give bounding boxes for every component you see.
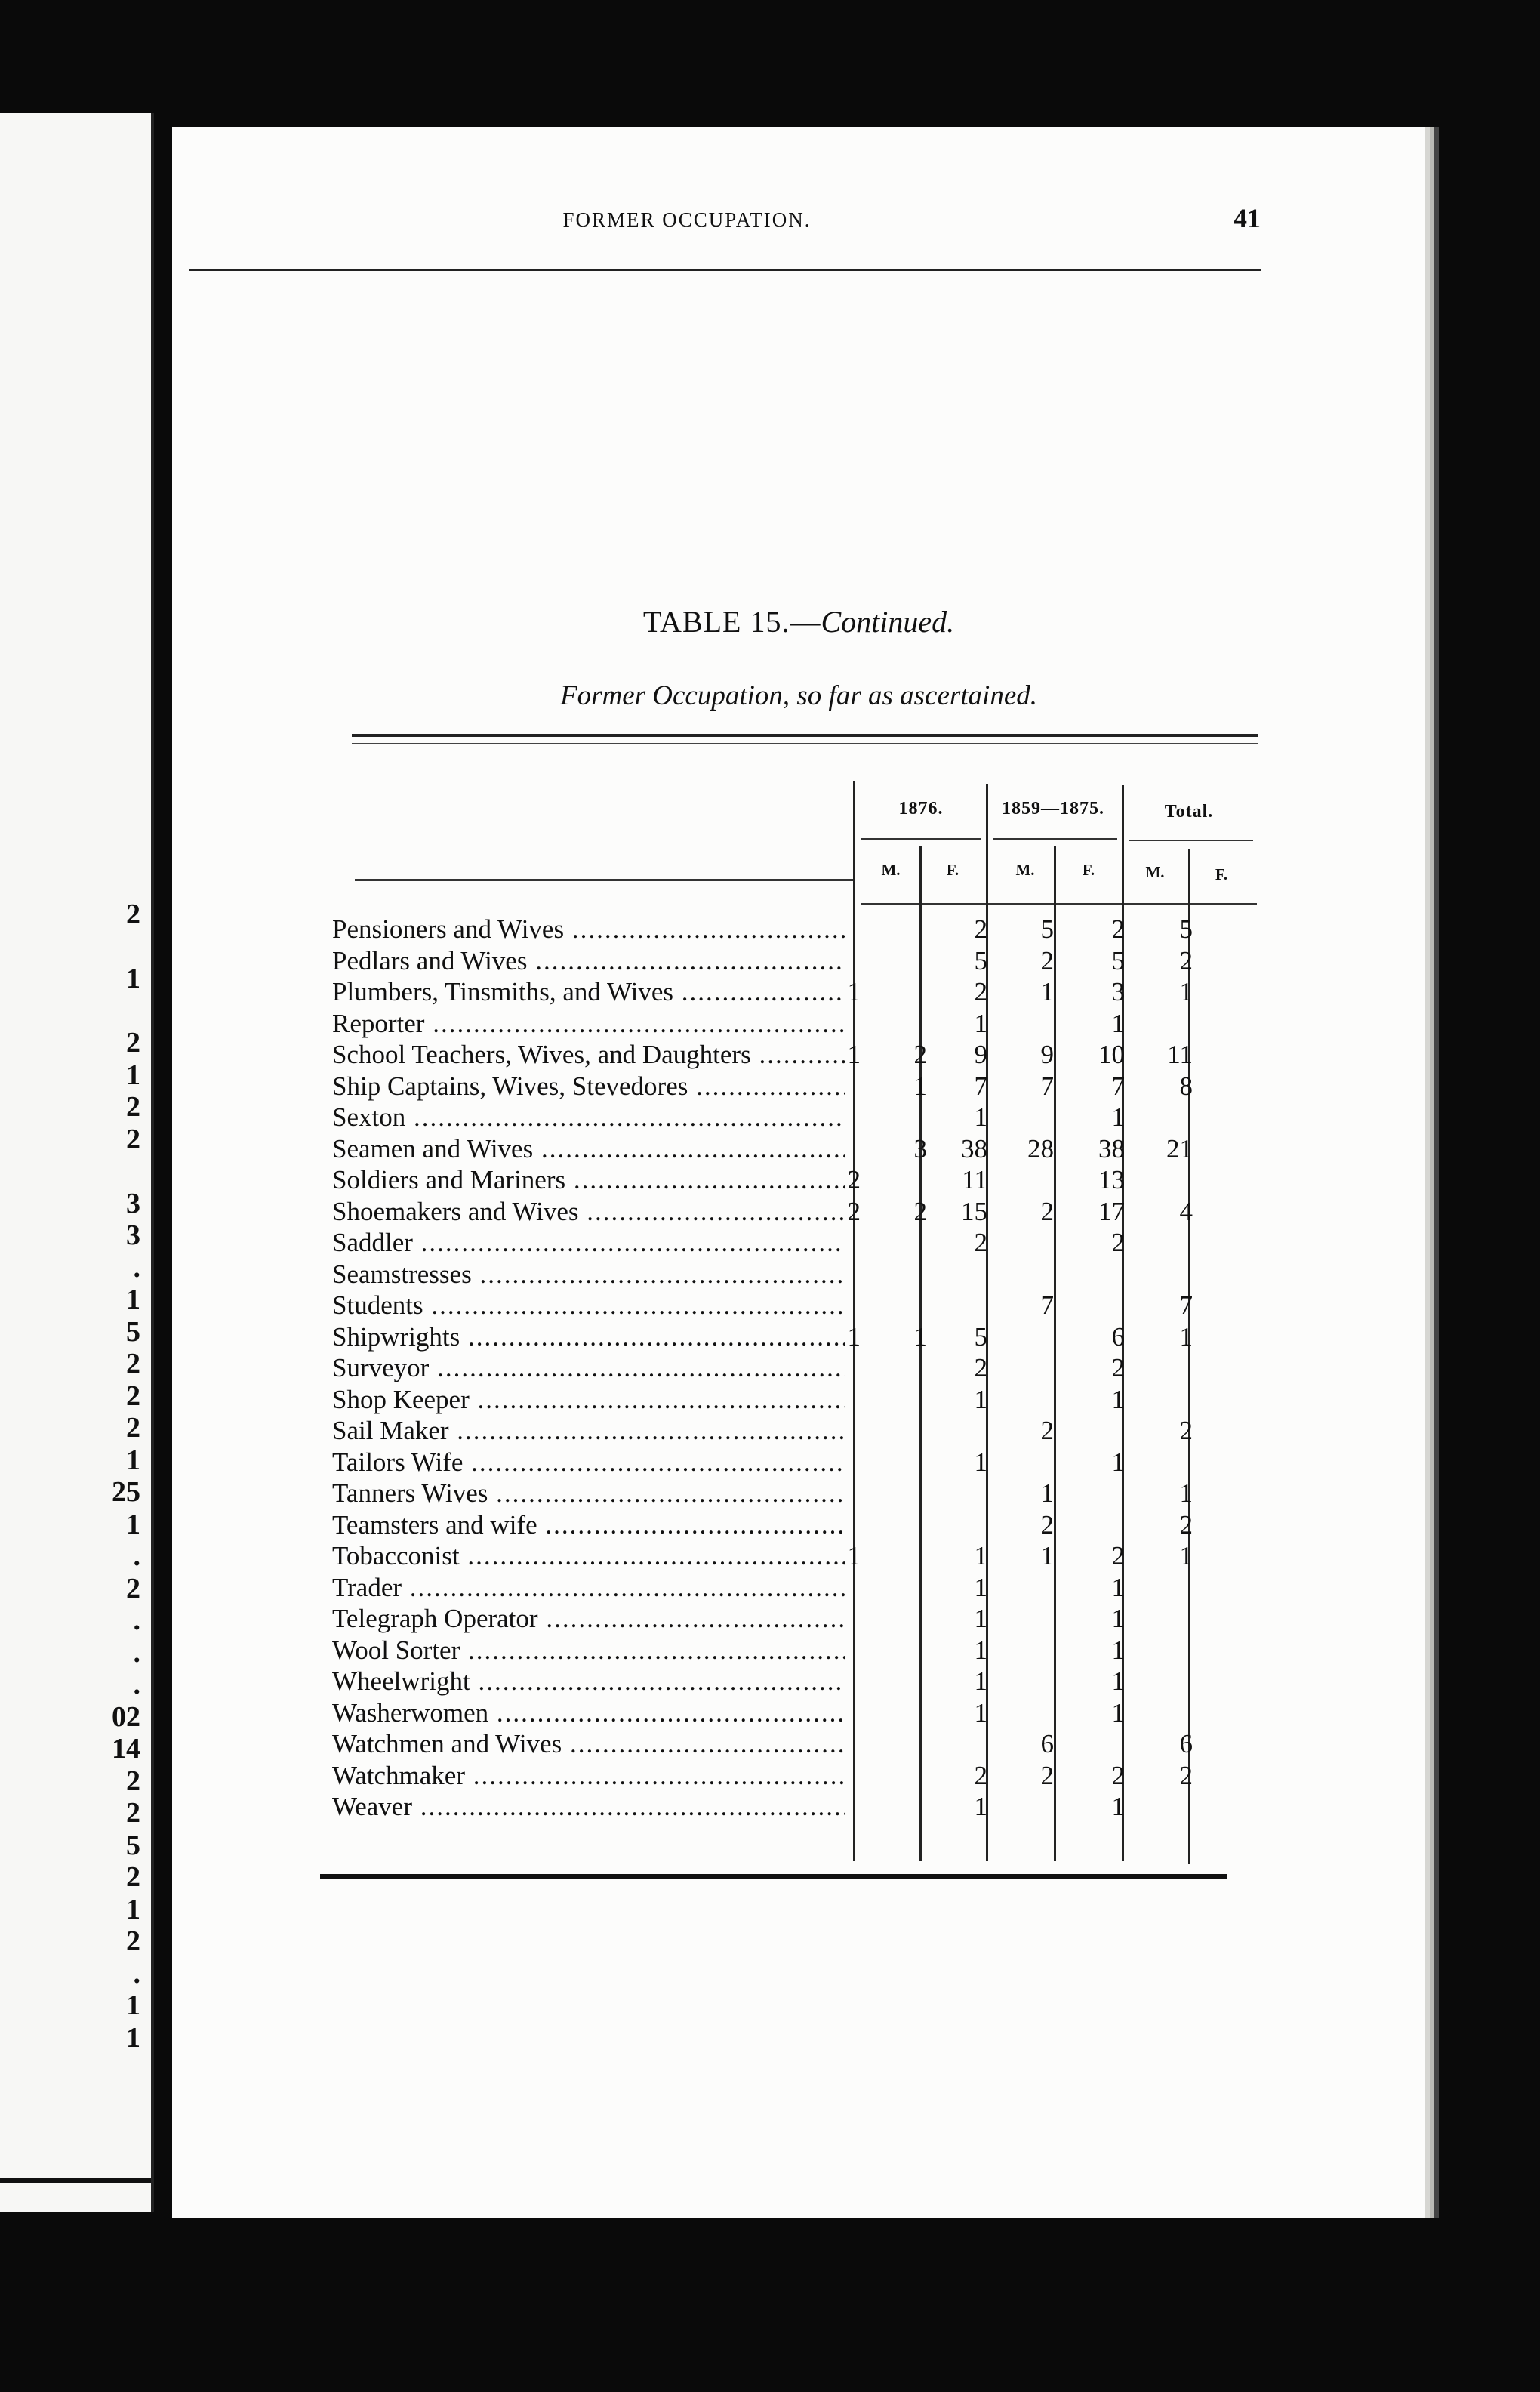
table-title-continued: Continued. [821, 605, 955, 639]
cell-total-f: 8 [1179, 1071, 1193, 1101]
cell-1876-f [867, 1164, 927, 1196]
row-label: Wool Sorter ..... [332, 1635, 845, 1666]
cell-1876-m: 1 [847, 1541, 861, 1571]
cell-total-m [1064, 1478, 1125, 1509]
row-label: Tanners Wives ..... [332, 1478, 845, 1509]
cell-1876-m [800, 1133, 861, 1165]
cell-1859-f [993, 1321, 1054, 1353]
cell-total-m: 1 [1111, 1447, 1125, 1477]
cell-1859-f [993, 1666, 1054, 1697]
table-row [332, 976, 1261, 1008]
cell-1859-m [927, 1259, 987, 1290]
cell-1876-m [800, 1697, 861, 1729]
facing-page-digit [72, 931, 140, 963]
cell-1876-f: 2 [913, 1196, 927, 1226]
cell-1859-f: 2 [1040, 1416, 1054, 1445]
cell-1876-f [867, 914, 927, 945]
cell-1859-f: 7 [1040, 1290, 1054, 1320]
table-row [332, 1572, 1261, 1604]
table-row [332, 1133, 1261, 1165]
column-group-total: Total. [1164, 802, 1214, 821]
table-row [332, 1352, 1261, 1384]
cell-1876-m [800, 1008, 861, 1040]
cell-1876-f: 1 [913, 1321, 927, 1352]
table-row [332, 1164, 1261, 1196]
running-head-rule [189, 269, 1261, 271]
cell-1859-m: 1 [974, 1008, 987, 1038]
cell-total-m: 2 [1111, 914, 1125, 944]
cell-1859-f: 1 [1040, 1541, 1054, 1571]
facing-page-digit: 2 [126, 1348, 140, 1379]
row-label: Tobacconist ..... [332, 1540, 845, 1572]
facing-page-digit: 1 [126, 1444, 140, 1476]
row-label: Shipwrights ..... [332, 1321, 845, 1353]
table-row [332, 1540, 1261, 1572]
table-top-rule-thin [352, 743, 1258, 744]
table-row [332, 1603, 1261, 1635]
row-label: Pensioners and Wives ..... [332, 914, 845, 945]
cell-1876-m: 1 [847, 1321, 861, 1352]
group-rule-total [1129, 840, 1253, 841]
cell-total-m: 10 [1098, 1040, 1125, 1069]
cell-1859-m: 1 [974, 1102, 987, 1132]
cell-1859-f: 2 [1040, 1509, 1054, 1540]
cell-1859-f: 2 [1040, 945, 1054, 976]
cell-total-m: 1 [1111, 1792, 1125, 1821]
cell-total-f [1132, 1227, 1193, 1259]
cell-1859-f: 6 [1040, 1729, 1054, 1759]
cell-total-m [1064, 1509, 1125, 1541]
table-row [332, 1071, 1261, 1102]
cell-1876-f [867, 1509, 927, 1541]
row-label: Surveyor ..... [332, 1352, 845, 1384]
facing-page-digit: . [133, 1957, 140, 1990]
cell-total-m: 3 [1111, 977, 1125, 1006]
cell-1876-f [867, 1635, 927, 1666]
cell-1876-m [800, 914, 861, 945]
table-row [332, 1478, 1261, 1509]
stub-header-rule [355, 879, 853, 881]
facing-page-digit: 3 [126, 1219, 140, 1251]
table-row [332, 1384, 1261, 1416]
cell-1859-f: 5 [1040, 914, 1054, 944]
cell-total-f [1132, 1572, 1193, 1604]
table-row [332, 1227, 1261, 1259]
cell-1876-m [800, 1572, 861, 1604]
cell-1859-f [993, 1572, 1054, 1604]
cell-total-f [1132, 1352, 1193, 1384]
cell-total-f: 2 [1179, 1416, 1193, 1445]
cell-total-m: 1 [1111, 1604, 1125, 1633]
cell-total-m: 1 [1111, 1102, 1125, 1132]
cell-1876-m [800, 1509, 861, 1541]
cell-total-m: 2 [1111, 1760, 1125, 1790]
facing-page-digit: 2 [126, 1379, 140, 1412]
cell-1876-f [867, 1478, 927, 1509]
cell-1876-m [800, 1227, 861, 1259]
cell-total-f [1132, 1447, 1193, 1478]
facing-page-rule [0, 2178, 151, 2183]
row-label: Teamsters and wife ..... [332, 1509, 845, 1541]
cell-1876-m [800, 1071, 861, 1102]
cell-1876-m [800, 1290, 861, 1321]
cell-1876-m [800, 1791, 861, 1823]
cell-total-m: 1 [1111, 1666, 1125, 1696]
cell-1876-f [867, 1603, 927, 1635]
cell-total-m: 17 [1098, 1196, 1125, 1226]
cell-1859-m: 5 [974, 1321, 987, 1352]
facing-page-digit: 1 [126, 2021, 140, 2054]
cell-1859-f [993, 1384, 1054, 1416]
group-rule-1876 [861, 838, 981, 840]
cell-1876-f: 1 [913, 1071, 927, 1101]
cell-1876-f [867, 1259, 927, 1290]
cell-1876-f: 3 [913, 1133, 927, 1164]
cell-1876-f [867, 1415, 927, 1447]
cell-1876-m [800, 1760, 861, 1792]
cell-1876-f [867, 1102, 927, 1133]
cell-1859-m: 1 [974, 1792, 987, 1821]
table-row [332, 1415, 1261, 1447]
cell-total-f [1132, 1164, 1193, 1196]
cell-1859-m [927, 1728, 987, 1760]
cell-1876-m [800, 1447, 861, 1478]
row-label: Students ..... [332, 1290, 845, 1321]
row-label: Sail Maker ..... [332, 1415, 845, 1447]
table-row [332, 1102, 1261, 1133]
cell-total-f [1132, 1635, 1193, 1666]
row-label: School Teachers, Wives, and Daughters ..... [332, 1039, 845, 1071]
column-group-1876: 1876. [898, 799, 944, 818]
table-row [332, 1728, 1261, 1760]
cell-total-f: 21 [1166, 1133, 1193, 1164]
table-row [332, 1760, 1261, 1792]
cell-1859-f [993, 1008, 1054, 1040]
cell-1876-f [867, 1447, 927, 1478]
facing-page-digit: 2 [126, 1027, 140, 1059]
cell-1876-m [800, 945, 861, 977]
cell-total-m: 6 [1111, 1321, 1125, 1352]
facing-page-digit [72, 1155, 140, 1188]
facing-page-digit: 2 [126, 1412, 140, 1444]
cell-total-m [1064, 1415, 1125, 1447]
cell-1859-f: 1 [1040, 1478, 1054, 1508]
cell-1859-f [993, 1603, 1054, 1635]
facing-page-digit: 2 [126, 1572, 140, 1604]
facing-page-digit: 1 [126, 1893, 140, 1925]
row-label: Seamen and Wives ..... [332, 1133, 845, 1165]
cell-1876-f [867, 1008, 927, 1040]
cell-total-f [1132, 1384, 1193, 1416]
table-row [332, 1321, 1261, 1353]
row-label: Pedlars and Wives ..... [332, 945, 845, 977]
table-subtitle: Former Occupation, so far as ascertained. [559, 680, 1038, 711]
cell-total-m: 1 [1111, 1572, 1125, 1602]
cell-1859-f: 2 [1040, 1196, 1054, 1226]
cell-1859-f [993, 1791, 1054, 1823]
cell-total-m: 2 [1111, 1541, 1125, 1571]
facing-page-digit: . [133, 1604, 140, 1636]
cell-total-m [1064, 1728, 1125, 1760]
cell-1876-f [867, 1352, 927, 1384]
cell-total-f: 1 [1179, 1541, 1193, 1571]
cell-1859-m: 1 [974, 1447, 987, 1477]
table-title [172, 604, 1425, 640]
group-rule-1859-1875 [993, 838, 1117, 840]
subcol-total-f: F. [1215, 865, 1228, 883]
cell-1859-m: 1 [974, 1572, 987, 1602]
cell-1876-f [867, 945, 927, 977]
subcol-1876-m: M. [881, 861, 901, 879]
cell-total-f: 1 [1179, 1321, 1193, 1352]
table-row [332, 1509, 1261, 1541]
row-label: Washerwomen ..... [332, 1697, 845, 1729]
cell-total-f: 5 [1179, 914, 1193, 944]
table-title-main: TABLE 15.— [642, 605, 821, 639]
cell-1876-f [867, 1697, 927, 1729]
facing-page-digit: 1 [126, 963, 140, 994]
cell-total-f: 2 [1179, 945, 1193, 976]
cell-1859-m: 11 [962, 1165, 987, 1194]
cell-total-m: 5 [1111, 945, 1125, 976]
facing-page-digit: 5 [126, 1829, 140, 1861]
facing-page-digit [72, 995, 140, 1028]
cell-total-m: 1 [1111, 1384, 1125, 1414]
subcol-1876-f: F. [946, 861, 959, 879]
facing-page-digit: 1 [126, 1990, 140, 2021]
facing-page-digit: 2 [126, 899, 140, 930]
cell-1859-f [993, 1102, 1054, 1133]
cell-1859-f [993, 1635, 1054, 1666]
cell-total-f [1132, 1008, 1193, 1040]
cell-1876-m [800, 1478, 861, 1509]
cell-1876-f [867, 1384, 927, 1416]
cell-1859-m: 15 [961, 1196, 987, 1226]
facing-page-digit: 1 [126, 1284, 140, 1315]
facing-page-digit: 02 [112, 1700, 140, 1733]
cell-1876-f [867, 1572, 927, 1604]
cell-total-f: 1 [1179, 1478, 1193, 1508]
facing-page-digit: . [133, 1669, 140, 1700]
cell-1859-f: 7 [1040, 1071, 1054, 1101]
facing-page-digit: . [133, 1540, 140, 1572]
facing-page-digit: 3 [126, 1187, 140, 1219]
subcol-total-m: M. [1145, 863, 1165, 881]
row-label: Trader ..... [332, 1572, 845, 1604]
cell-1859-m: 1 [974, 1697, 987, 1728]
cell-1859-f [993, 1259, 1054, 1290]
cell-total-m: 2 [1111, 1353, 1125, 1382]
cell-1859-m: 2 [974, 1353, 987, 1382]
page-number: 41 [1234, 203, 1261, 233]
cell-1859-m: 5 [974, 945, 987, 976]
facing-page-digit: . [133, 1251, 140, 1284]
row-label: Reporter ..... [332, 1008, 845, 1040]
cell-total-m: 1 [1111, 1697, 1125, 1728]
table-row [332, 1290, 1261, 1321]
facing-page-digit: 2 [126, 1861, 140, 1893]
cell-total-m: 7 [1111, 1071, 1125, 1101]
cell-1876-f [867, 976, 927, 1008]
facing-page-digit: 2 [126, 1765, 140, 1797]
cell-1876-m [800, 1635, 861, 1666]
table-body [332, 914, 1261, 1823]
cell-1876-m [800, 1352, 861, 1384]
cell-1876-m [800, 1384, 861, 1416]
cell-1876-m [800, 1259, 861, 1290]
subcol-1859-f: F. [1082, 861, 1095, 879]
cell-1859-f [993, 1227, 1054, 1259]
cell-total-m: 1 [1111, 1008, 1125, 1038]
cell-total-f: 11 [1167, 1040, 1193, 1069]
column-group-1859-1875: 1859—1875. [1002, 799, 1104, 818]
cell-total-f: 6 [1179, 1729, 1193, 1759]
facing-page-digit: 5 [126, 1315, 140, 1348]
facing-page-digit: 1 [126, 1059, 140, 1091]
cell-1859-m [927, 1415, 987, 1447]
cell-1859-m [927, 1509, 987, 1541]
facing-page-digit: 14 [112, 1733, 140, 1765]
table-row [332, 1447, 1261, 1478]
row-label: Watchmaker ..... [332, 1760, 845, 1792]
cell-1859-f [993, 1352, 1054, 1384]
cell-total-m: 38 [1098, 1133, 1125, 1164]
cell-1876-m [800, 1603, 861, 1635]
running-head-title: FORMER OCCUPATION. [562, 208, 812, 231]
cell-1859-f [993, 1164, 1054, 1196]
cell-1876-f [867, 1290, 927, 1321]
cell-1859-m: 1 [974, 1384, 987, 1414]
cell-total-m [1064, 1259, 1125, 1290]
row-label: Telegraph Operator ..... [332, 1603, 845, 1635]
table-row [332, 1196, 1261, 1228]
cell-1876-m: 2 [847, 1165, 861, 1194]
table-row [332, 1666, 1261, 1697]
facing-page-digit: 2 [126, 1925, 140, 1957]
cell-1876-f [867, 1728, 927, 1760]
cell-total-f: 2 [1179, 1760, 1193, 1790]
cell-1859-m: 2 [974, 1228, 987, 1257]
running-head [189, 202, 1261, 248]
cell-1876-f [867, 1227, 927, 1259]
cell-1876-m [800, 1415, 861, 1447]
table-row [332, 1791, 1261, 1823]
cell-total-m: 1 [1111, 1635, 1125, 1665]
cell-1876-f: 2 [913, 1040, 927, 1069]
cell-1876-m [800, 1728, 861, 1760]
cell-total-f [1132, 1697, 1193, 1729]
row-label: Weaver ..... [332, 1791, 845, 1823]
table-row [332, 1635, 1261, 1666]
table-row [332, 914, 1261, 945]
cell-1859-f [993, 1697, 1054, 1729]
cell-1859-m [927, 1478, 987, 1509]
cell-1859-m: 2 [974, 1760, 987, 1790]
cell-total-m [1064, 1290, 1125, 1321]
cell-1859-m: 38 [961, 1133, 987, 1164]
table-row [332, 1008, 1261, 1040]
row-label: Wheelwright ..... [332, 1666, 845, 1697]
cell-1876-m [800, 1666, 861, 1697]
facing-page-digit: 2 [126, 1091, 140, 1123]
cell-1876-m: 1 [847, 977, 861, 1006]
cell-total-f: 2 [1179, 1509, 1193, 1540]
row-label: Sexton ..... [332, 1102, 845, 1133]
facing-page-digit: 1 [126, 1508, 140, 1540]
cell-1876-f [867, 1760, 927, 1792]
row-label: Soldiers and Mariners ..... [332, 1164, 845, 1196]
row-label: Watchmen and Wives ..... [332, 1728, 845, 1760]
cell-total-f [1132, 1259, 1193, 1290]
cell-1859-m: 7 [974, 1071, 987, 1101]
cell-total-f [1132, 1666, 1193, 1697]
table-top-rule [352, 734, 1258, 737]
cell-1859-m: 2 [974, 977, 987, 1006]
table-row [332, 945, 1261, 977]
cell-1859-f: 9 [1040, 1040, 1054, 1069]
cell-total-f [1132, 1102, 1193, 1133]
row-label: Shop Keeper ..... [332, 1384, 845, 1416]
facing-page-edge [0, 113, 154, 2212]
row-label: Ship Captains, Wives, Stevedores ..... [332, 1071, 845, 1102]
cell-1859-m [927, 1290, 987, 1321]
table-row [332, 1697, 1261, 1729]
facing-page-digit: 25 [112, 1476, 140, 1508]
cell-total-f [1132, 1603, 1193, 1635]
table-bottom-rule [320, 1874, 1227, 1879]
cell-1859-m: 1 [974, 1666, 987, 1696]
cell-1876-f [867, 1666, 927, 1697]
cell-1876-f [867, 1791, 927, 1823]
cell-1859-m: 1 [974, 1604, 987, 1633]
cell-1859-f: 1 [1040, 977, 1054, 1006]
cell-1876-m: 2 [847, 1196, 861, 1226]
cell-1859-m: 2 [974, 914, 987, 944]
row-label: Tailors Wife ..... [332, 1447, 845, 1478]
cell-1859-m: 1 [974, 1541, 987, 1571]
cell-total-m: 13 [1098, 1165, 1125, 1194]
facing-page-digit: 2 [126, 1123, 140, 1155]
cell-total-m: 2 [1111, 1228, 1125, 1257]
row-label: Shoemakers and Wives ..... [332, 1196, 845, 1228]
cell-total-f: 1 [1179, 977, 1193, 1006]
cell-1859-m: 9 [974, 1040, 987, 1069]
row-label: Saddler ..... [332, 1227, 845, 1259]
cell-1859-f: 2 [1040, 1760, 1054, 1790]
cell-1876-m [800, 1102, 861, 1133]
facing-page-digits [72, 899, 140, 2054]
cell-1876-f [867, 1540, 927, 1572]
subcol-1859-m: M. [1015, 861, 1035, 879]
cell-total-f: 7 [1179, 1290, 1193, 1320]
facing-page-digit: 2 [126, 1797, 140, 1829]
row-label: Seamstresses ..... [332, 1259, 845, 1290]
cell-1859-f [993, 1447, 1054, 1478]
row-label: Plumbers, Tinsmiths, and Wives ..... [332, 976, 845, 1008]
cell-total-f: 4 [1179, 1196, 1193, 1226]
cell-1859-f: 28 [1027, 1133, 1054, 1164]
table-row [332, 1259, 1261, 1290]
cell-1876-m: 1 [847, 1040, 861, 1069]
cell-1859-m: 1 [974, 1635, 987, 1665]
cell-total-f [1132, 1791, 1193, 1823]
table-row [332, 1039, 1261, 1071]
facing-page-digit: . [133, 1636, 140, 1669]
